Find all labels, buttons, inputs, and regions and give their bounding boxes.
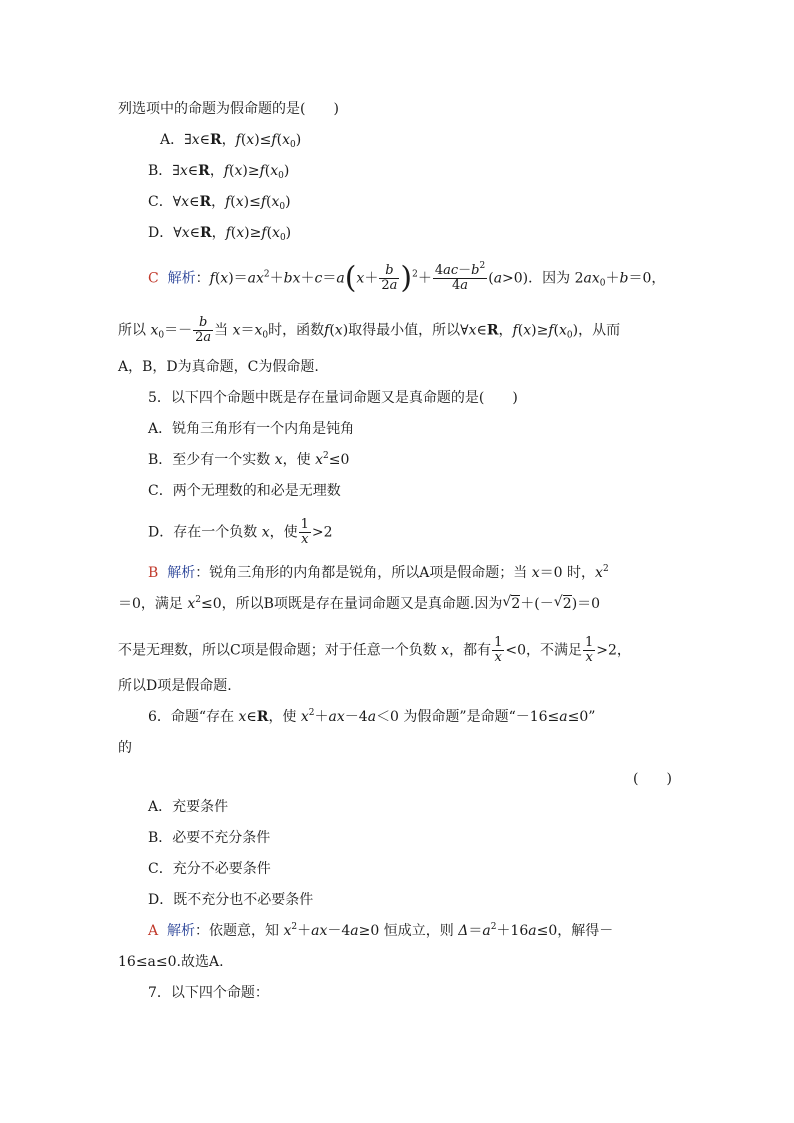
q5-explanation-line3: 不是无理数，所以C项是假命题；对于任意一个负数 x，都有 $\frac{1}{x}$ <0，不满足 $\frac{1}{x}$ >2， [118, 635, 631, 665]
q4-answer: C [148, 270, 159, 287]
q6-answer: A [148, 923, 159, 939]
q5-stem: 5．以下四个命题中既是存在量词命题又是真命题的是( ) [148, 390, 518, 406]
q6-explanation-line2: 16≤a≤0.故选A. [118, 954, 224, 970]
q6-option-c: C．充分不必要条件 [148, 861, 271, 877]
q5-answer: B [148, 565, 159, 581]
q6-jiexi-label: 解析 [167, 923, 196, 939]
q5-option-d: D．存在一个负数 x，使 $\frac{1}{x}$ >2 [148, 517, 333, 547]
q4-option-d: D．∀x∈R，$f(x)\ge f(x_0)$ [148, 225, 292, 243]
q5-option-a: A．锐角三角形有一个内角是钝角 [148, 421, 355, 437]
q4-jiexi-label: 解析 [167, 270, 196, 287]
q4-option-c: C．∀x∈R，$f(x)\le f(x_0)$ [148, 194, 291, 212]
q6-option-d: D．既不充分也不必要条件 [148, 892, 314, 908]
q7-stem: 7．以下四个命题： [148, 985, 269, 1001]
q6-option-b: B．必要不充分条件 [148, 830, 271, 846]
q4-option-a: A．∃x∈R，$f(x)\le f(x_0)$ [160, 132, 302, 150]
q6-option-a: A．充要条件 [148, 799, 229, 815]
q5-option-c: C．两个无理数的和必是无理数 [148, 483, 341, 499]
q4-explanation-line1: C 解析：$f(x)=ax^2+bx+c=a(x+$ $\frac{b}{2a}$ )$^2$＋ $\frac{4ac-b^2}{4a}$ (a>0)．因为 $2ax_0+b=0$， [148, 260, 666, 296]
q5-jiexi-label: 解析 [167, 565, 196, 581]
q5-option-b: B．至少有一个实数 x，使 $x^2\le 0$ [148, 451, 350, 468]
q5-explanation-line2: ＝0，满足 $x^2\le 0$，所以B项既是存在量词命题又是真命题.因为√ 2＋(－√ 2)＝0 [118, 594, 600, 614]
q4-stem: 列选项中的命题为假命题的是( ) [118, 101, 339, 117]
q5-explanation-line1: B 解析：锐角三角形的内角都是锐角，所以A项是假命题；当 x＝0 时，$x^2$ [148, 564, 609, 581]
q6-stem-continuation: 的 [118, 740, 132, 756]
q4-explanation-line3: A，B，D为真命题，C为假命题. [118, 359, 319, 375]
q6-stem: 6．命题“存在 x∈R，使 $x^2+ax-4a<0$ 为假命题”是命题“－16≤a≤0” [148, 708, 596, 725]
q6-explanation-line1: A 解析：依题意，知 $x^2+ax-4a\ge 0$ 恒成立，则 $\Delta=a^2+16a\le 0$，解得－ [148, 922, 614, 939]
q4-explanation-line2: 所以 $x_0=-$ $\frac{b}{2a}$ 当 $x=x_0$时，函数f(x)取得最小值，所以∀x∈R，$f(x)\ge f(x_0)$，从而 [118, 315, 621, 345]
q5-explanation-line4: 所以D项是假命题. [118, 678, 232, 694]
q4-option-b: B．∃x∈R，$f(x)\ge f(x_0)$ [148, 163, 290, 181]
q6-answer-paren: ( ) [633, 771, 672, 787]
